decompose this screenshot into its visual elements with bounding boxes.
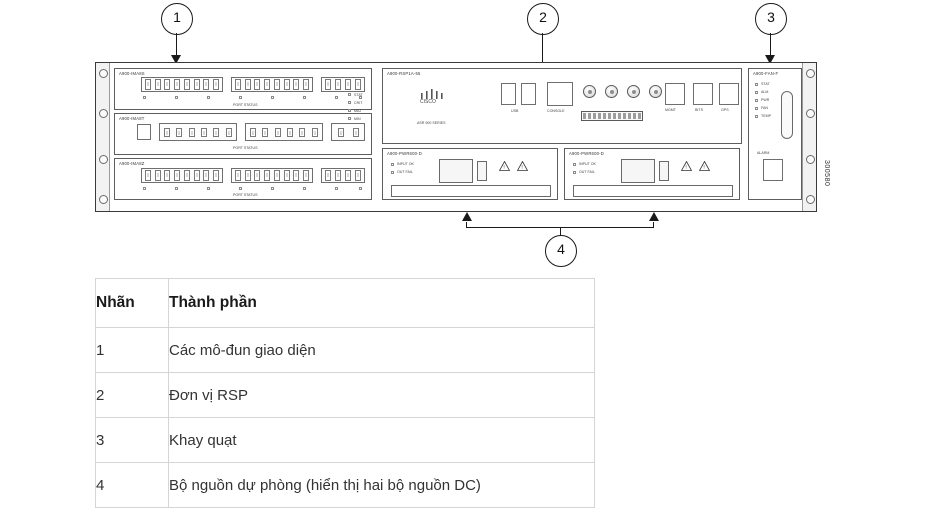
rsp-knob-4[interactable]: [649, 85, 662, 98]
im3-port[interactable]: [345, 170, 351, 181]
chassis-rail-left: [96, 63, 110, 211]
im2-port[interactable]: [275, 128, 281, 137]
power-supply-1-label: A900-PWR600-D: [387, 151, 422, 156]
rsp-brand-sub: ASR 900 SERIES: [417, 121, 446, 125]
psu2-led-out-fail: OUT FAIL: [579, 170, 595, 174]
power-supply-2: [564, 148, 740, 200]
callout-4-bracket: [466, 227, 654, 228]
rsp-mgmt-label: MGMT: [665, 108, 676, 112]
row-1-component: Các mô-đun giao diện: [169, 328, 595, 373]
rsp-gps-label: GPS: [721, 108, 729, 112]
im3-port[interactable]: [145, 170, 151, 181]
im1-port[interactable]: [174, 79, 180, 90]
im3-port[interactable]: [325, 170, 331, 181]
im2-port[interactable]: [176, 128, 182, 137]
im2-port[interactable]: [226, 128, 232, 137]
interface-module-1-label: A900-IMA8S: [119, 71, 145, 76]
callout-2: 2: [527, 3, 559, 35]
led-label-min: MIN: [354, 117, 361, 121]
interface-module-2-label: A900-IMA8T: [119, 116, 145, 121]
rsp-knob-2[interactable]: [605, 85, 618, 98]
im1-port-group-b: [231, 77, 313, 92]
interface-module-1: [114, 68, 372, 110]
rsp-knob-3[interactable]: [627, 85, 640, 98]
im2-port[interactable]: [189, 128, 195, 137]
row-4-label: 4: [96, 463, 169, 508]
im3-port[interactable]: [303, 170, 309, 181]
router-chassis: [95, 62, 817, 212]
im1-port[interactable]: [264, 79, 270, 90]
im2-port[interactable]: [213, 128, 219, 137]
im1-port-group-c: [321, 77, 365, 92]
im2-led-caption: PORT STATUS: [233, 146, 258, 150]
im1-port[interactable]: [284, 79, 290, 90]
table-row: [96, 463, 595, 508]
im3-led-caption: PORT STATUS: [233, 193, 258, 197]
header-component: Thành phần: [169, 279, 595, 328]
header-label: Nhãn: [96, 279, 169, 328]
im1-port[interactable]: [245, 79, 251, 90]
im3-port[interactable]: [174, 170, 180, 181]
im3-port[interactable]: [254, 170, 260, 181]
fan-alarm-port[interactable]: [763, 159, 783, 181]
im2-port[interactable]: [250, 128, 256, 137]
im3-port[interactable]: [274, 170, 280, 181]
im3-port[interactable]: [245, 170, 251, 181]
im2-port[interactable]: [353, 128, 359, 137]
rsp-gps-port[interactable]: [719, 83, 739, 105]
im2-port-group-a: [159, 123, 237, 141]
fan-tray: [748, 68, 802, 200]
cisco-logo: [419, 89, 463, 103]
im2-port[interactable]: [287, 128, 293, 137]
im3-port[interactable]: [293, 170, 299, 181]
rsp-connector-bank: [581, 111, 643, 121]
im2-port-group-b: [245, 123, 323, 141]
im3-port[interactable]: [213, 170, 219, 181]
im1-port[interactable]: [203, 79, 209, 90]
im1-port-group-a: [141, 77, 223, 92]
im3-port[interactable]: [284, 170, 290, 181]
im1-port[interactable]: [303, 79, 309, 90]
row-1-label: 1: [96, 328, 169, 373]
rsp-bits-label: BITS: [695, 108, 703, 112]
fan-tray-handle[interactable]: [781, 91, 793, 139]
fan-led-temp: TEMP: [761, 114, 771, 118]
im1-port[interactable]: [254, 79, 260, 90]
legend-table: [95, 278, 595, 508]
callout-1: 1: [161, 3, 193, 35]
rsp-status-led-column: [348, 93, 378, 127]
im3-port[interactable]: [184, 170, 190, 181]
psu1-warning-icon: [499, 161, 510, 171]
callout-4-right-arrowhead: [649, 212, 659, 221]
psu2-latch[interactable]: [659, 161, 669, 181]
psu1-latch[interactable]: [477, 161, 487, 181]
psu2-led-input-ok: INPUT OK: [579, 162, 596, 166]
im2-port[interactable]: [262, 128, 268, 137]
figure-source-code: 300580: [823, 160, 830, 187]
im1-port[interactable]: [184, 79, 190, 90]
im2-port[interactable]: [312, 128, 318, 137]
fan-led-pwr: PWR: [761, 98, 770, 102]
callout-4-right-stem: [653, 222, 654, 228]
rsp-knob-1[interactable]: [583, 85, 596, 98]
rsp-bits-port[interactable]: [693, 83, 713, 105]
power-supply-1: [382, 148, 558, 200]
im2-port[interactable]: [201, 128, 207, 137]
psu1-body-panel: [391, 185, 551, 197]
im3-port-group-c: [321, 168, 365, 183]
psu1-warning-icon-2: [517, 161, 528, 171]
im1-port[interactable]: [155, 79, 161, 90]
row-4-component: Bộ nguồn dự phòng (hiển thị hai bộ nguồn DC): [169, 463, 595, 508]
fan-led-fan: FAN: [761, 106, 768, 110]
im1-port[interactable]: [274, 79, 280, 90]
im1-led-caption: PORT STATUS: [233, 103, 258, 107]
interface-module-3-label: A900-IMA8Z: [119, 161, 145, 166]
im3-port[interactable]: [164, 170, 170, 181]
im2-port[interactable]: [338, 128, 344, 137]
psu1-led-input-ok: INPUT OK: [397, 162, 414, 166]
rsp-usb-port-2[interactable]: [521, 83, 536, 105]
svg-text:!: !: [703, 165, 705, 171]
im1-port[interactable]: [213, 79, 219, 90]
psu2-warning-icon-2: [699, 161, 710, 171]
led-label-crit: CRIT: [354, 101, 363, 105]
psu2-body-panel: [573, 185, 733, 197]
callout-3: 3: [755, 3, 787, 35]
row-2-component: Đơn vị RSP: [169, 373, 595, 418]
im1-port[interactable]: [293, 79, 299, 90]
rsp-module-label: A900-RSP1A-55: [387, 71, 421, 76]
svg-text:!: !: [521, 165, 523, 171]
interface-module-3: [114, 158, 372, 200]
rsp-module: [382, 68, 742, 144]
chassis-rail-right: [802, 63, 816, 211]
led-label-maj: MAJ: [354, 109, 362, 113]
im3-port[interactable]: [203, 170, 209, 181]
im1-port[interactable]: [325, 79, 331, 90]
rsp-console-port[interactable]: [547, 82, 573, 106]
im3-port-group-a: [141, 168, 223, 183]
rsp-usb-label: USB: [511, 109, 519, 113]
fan-led-stat: STAT: [761, 82, 770, 86]
im2-rj45-a[interactable]: [137, 124, 151, 140]
im3-port[interactable]: [155, 170, 161, 181]
table-header-row: [96, 279, 595, 328]
im3-port-group-b: [231, 168, 313, 183]
table-row: [96, 418, 595, 463]
im3-port[interactable]: [355, 170, 361, 181]
fan-led-alm: ALM: [761, 90, 769, 94]
im3-port[interactable]: [264, 170, 270, 181]
im1-port[interactable]: [335, 79, 341, 90]
im3-port[interactable]: [335, 170, 341, 181]
psu1-terminal-block[interactable]: [439, 159, 473, 183]
psu2-warning-icon: [681, 161, 692, 171]
row-3-label: 3: [96, 418, 169, 463]
im1-port[interactable]: [235, 79, 241, 90]
callout-4-leader: [560, 228, 561, 236]
rsp-mgmt-port[interactable]: [665, 83, 685, 105]
im1-port[interactable]: [194, 79, 200, 90]
fan-alarm-port-label: ALARM: [757, 151, 770, 155]
led-label-stat: STAT: [354, 93, 363, 97]
im2-port[interactable]: [299, 128, 305, 137]
im1-port[interactable]: [355, 79, 361, 90]
power-supply-2-label: A900-PWR600-D: [569, 151, 604, 156]
psu1-led-out-fail: OUT FAIL: [397, 170, 413, 174]
callout-4-left-stem: [466, 222, 467, 228]
im1-port[interactable]: [345, 79, 351, 90]
svg-text:!: !: [685, 165, 687, 171]
table-row: [96, 328, 595, 373]
im3-port[interactable]: [194, 170, 200, 181]
psu2-terminal-block[interactable]: [621, 159, 655, 183]
row-2-label: 2: [96, 373, 169, 418]
interface-module-2: [114, 113, 372, 155]
rsp-console-label: CONSOLE: [547, 109, 565, 113]
table-row: [96, 373, 595, 418]
rsp-usb-port-1[interactable]: [501, 83, 516, 105]
im1-port[interactable]: [164, 79, 170, 90]
svg-text:CISCO: CISCO: [420, 99, 436, 103]
callout-4: 4: [545, 235, 577, 267]
svg-text:!: !: [503, 165, 505, 171]
im2-port[interactable]: [164, 128, 170, 137]
fan-tray-label: A900-FAN-F: [753, 71, 779, 76]
row-3-component: Khay quạt: [169, 418, 595, 463]
im1-port[interactable]: [145, 79, 151, 90]
im3-port[interactable]: [235, 170, 241, 181]
callout-4-left-arrowhead: [462, 212, 472, 221]
